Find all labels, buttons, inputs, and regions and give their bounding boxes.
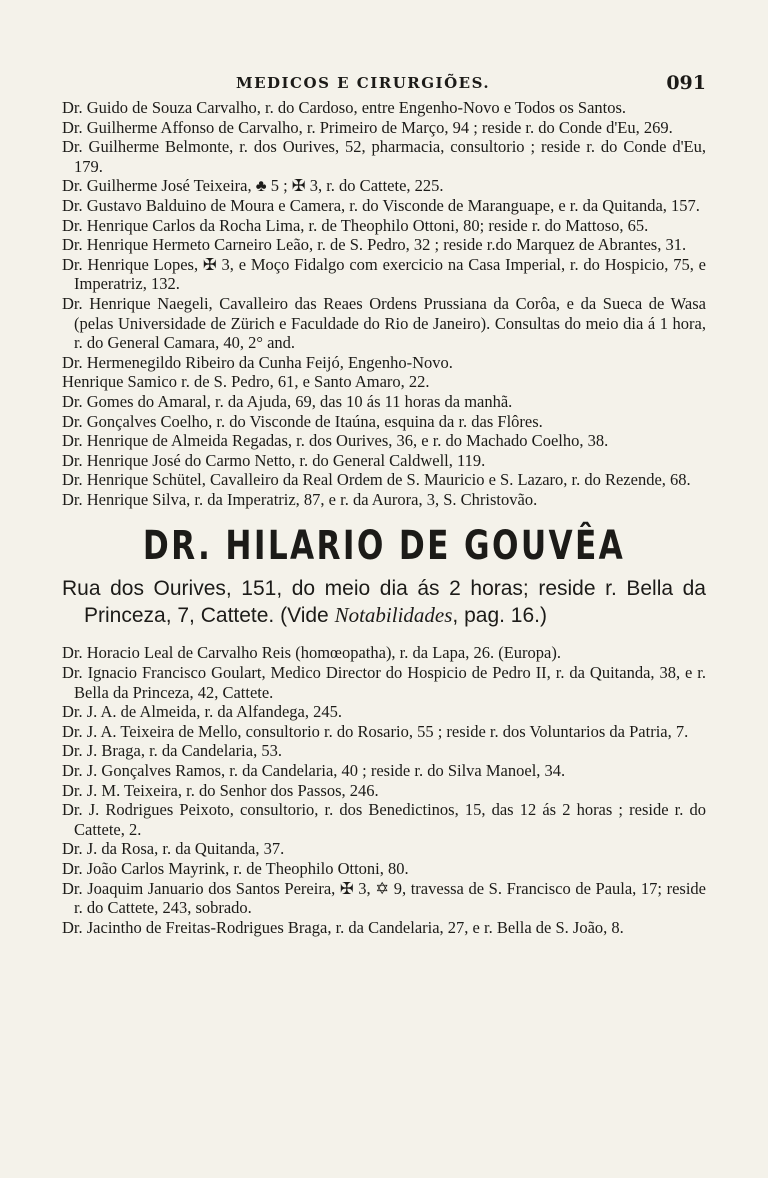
list-item: Dr. J. Braga, r. da Candelaria, 53.	[62, 741, 282, 761]
page-number: 091	[666, 72, 706, 94]
list-item: Dr. Henrique Schütel, Cavalleiro da Real Ordem de S. Mauricio e S. Lazaro, r. do Rezende, 68.	[62, 470, 691, 490]
list-item: Dr. J. Rodrigues Peixoto, consultorio, r. dos Benedictinos, 15, das 12 ás 2 horas ; reside r. do Cattete, 2.	[62, 800, 706, 839]
advertisement-block	[62, 521, 706, 629]
entry-list-top	[62, 98, 706, 509]
list-item: Dr. Henrique Hermeto Carneiro Leão, r. de S. Pedro, 32 ; reside r.do Marquez de Abrantes, 31.	[62, 235, 687, 255]
advertisement-name: DR. HILARIO DE GOUVÊA	[142, 523, 626, 570]
list-item: Dr. Henrique Lopes, ✠ 3, e Moço Fidalgo com exercicio na Casa Imperial, r. do Hospicio, 75, e Imperatriz, 132.	[62, 254, 706, 294]
list-item: Dr. Guido de Souza Carvalho, r. do Cardoso, entre Engenho-Novo e Todos os Santos.	[62, 98, 627, 117]
advertisement-text-start: Rua dos Ourives, 151, do meio dia ás 2 horas; reside r. Bella da Princeza, 7, Cattete. (Vide	[62, 577, 706, 628]
list-item: Dr. Ignacio Francisco Goulart, Medico Director do Hospicio de Pedro II, r. da Quitanda, 38, e r. Bella da Princeza, 42, Cattete.	[62, 663, 706, 702]
list-item: Dr. Joaquim Januario dos Santos Pereira, ✠ 3, ✡ 9, travessa de S. Francisco de Paula, 17; reside r. do Cattete, 243, sobrado.	[62, 878, 706, 918]
advertisement-reference: Notabilidades	[334, 603, 453, 628]
list-item: Dr. Guilherme Affonso de Carvalho, r. Primeiro de Março, 94 ; reside r. do Conde d'Eu, 269.	[62, 117, 673, 137]
list-item: Dr. Guilherme José Teixeira, ♣ 5 ; ✠ 3, r. do Cattete, 225.	[62, 176, 444, 196]
list-item: Dr. J. Gonçalves Ramos, r. da Candelaria, 40 ; reside r. do Silva Manoel, 34.	[62, 761, 566, 781]
list-item: Dr. Jacintho de Freitas-Rodrigues Braga, r. da Candelaria, 27, e r. Bella de S. João, 8.	[62, 917, 624, 937]
list-item: Dr. Gustavo Balduino de Moura e Camera, r. do Visconde de Maranguape, e r. da Quitanda, 157.	[62, 195, 700, 215]
list-item: Dr. Henrique Naegeli, Cavalleiro das Reaes Ordens Prussiana da Corôa, e da Sueca de Wasa (pelas Universidade de Zürich e Faculdade do Rio de Janeiro). Consultas do meio dia á 1 hora, r. do General Camara, 40, 2° and.	[62, 293, 706, 353]
list-item: Dr. J. A. de Almeida, r. da Alfandega, 245.	[62, 702, 342, 722]
running-header	[62, 70, 706, 94]
list-item: Dr. Henrique Carlos da Rocha Lima, r. de Theophilo Ottoni, 80; reside r. do Mattoso, 65.	[62, 215, 649, 235]
section-title: MEDICOS E CIRURGIÕES.	[236, 74, 491, 92]
list-item: Dr. Gonçalves Coelho, r. do Visconde de Itaúna, esquina da r. das Flôres.	[62, 411, 543, 431]
list-item: Dr. João Carlos Mayrink, r. de Theophilo Ottoni, 80.	[62, 859, 409, 878]
entry-list-bottom	[62, 643, 706, 937]
list-item: Dr. Gomes do Amaral, r. da Ajuda, 69, das 10 ás 11 horas da manhã.	[62, 391, 513, 411]
list-item: Dr. Guilherme Belmonte, r. dos Ourives, 52, pharmacia, consultorio ; reside r. do Conde d'Eu, 179.	[62, 137, 706, 176]
list-item: Dr. J. M. Teixeira, r. do Senhor dos Passos, 246.	[62, 780, 379, 800]
advertisement-text-end: , pag. 16.)	[452, 604, 547, 628]
list-item: Dr. J. A. Teixeira de Mello, consultorio r. do Rosario, 55 ; reside r. dos Voluntarios da Patria, 7.	[62, 721, 689, 741]
list-item: Henrique Samico r. de S. Pedro, 61, e Santo Amaro, 22.	[62, 372, 430, 392]
list-item: Dr. Henrique Silva, r. da Imperatriz, 87, e r. da Aurora, 3, S. Christovão.	[62, 489, 538, 509]
advertisement-text	[62, 575, 706, 629]
list-item: Dr. Henrique José do Carmo Netto, r. do General Caldwell, 119.	[62, 450, 486, 470]
list-item: Dr. J. da Rosa, r. da Quitanda, 37.	[62, 839, 285, 859]
list-item: Dr. Horacio Leal de Carvalho Reis (homœopatha), r. da Lapa, 26. (Europa).	[62, 643, 561, 663]
list-item: Dr. Hermenegildo Ribeiro da Cunha Feijó, Engenho-Novo.	[62, 352, 453, 372]
list-item: Dr. Henrique de Almeida Regadas, r. dos Ourives, 36, e r. do Machado Coelho, 38.	[62, 431, 609, 451]
